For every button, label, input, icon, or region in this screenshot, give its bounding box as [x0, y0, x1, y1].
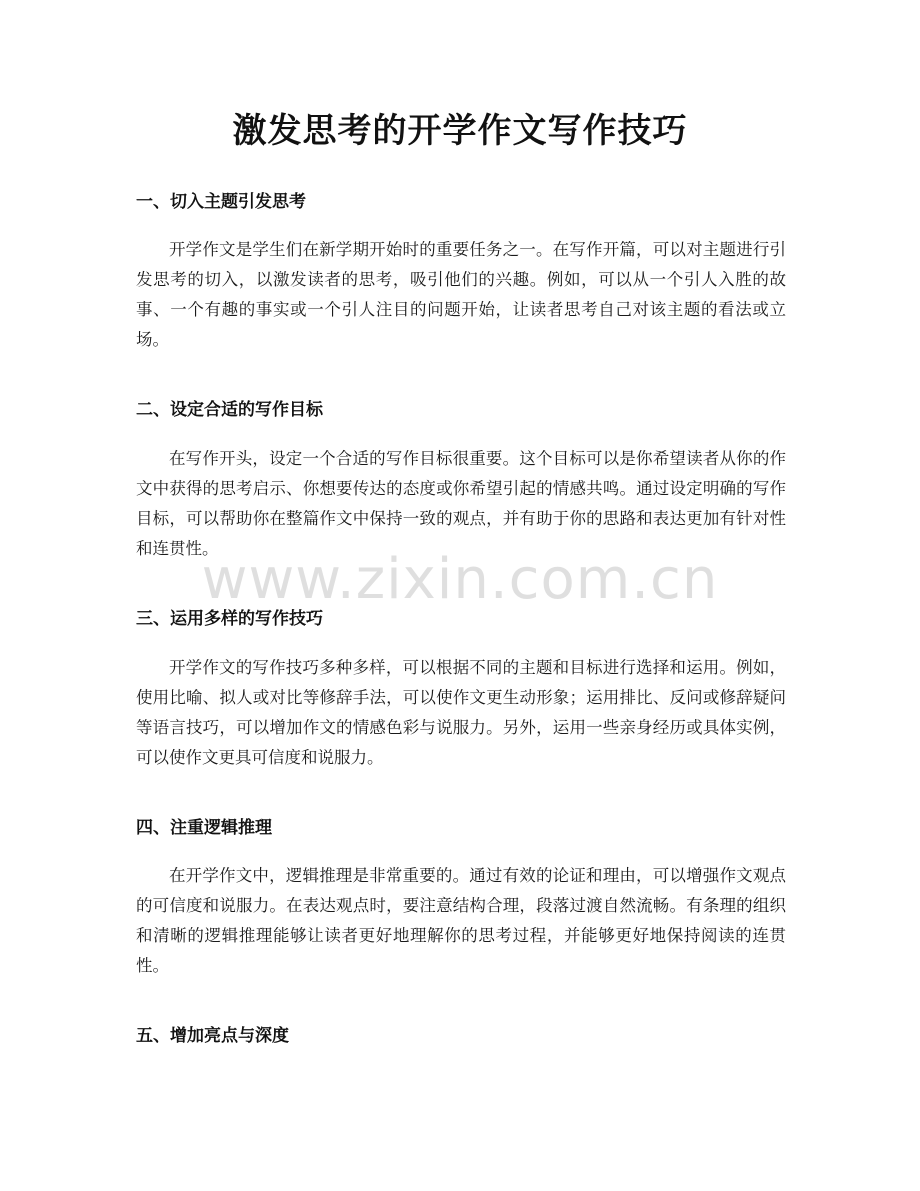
page-title: 激发思考的开学作文写作技巧: [232, 111, 688, 151]
section-heading-5: 五、增加亮点与深度: [136, 1026, 289, 1046]
section-paragraph-2: 在写作开头，设定一个合适的写作目标很重要。这个目标可以是你希望读者从你的作文中获得的思考启示、你想要传达的态度或你希望引起的情感共鸣。通过设定明确的写作目标，可以帮助你在整篇作文中保持一致的观点，并有助于你的思路和表达更加有针对性和连贯性。: [136, 449, 786, 558]
section-heading-4: 四、注重逻辑推理: [136, 818, 272, 838]
section-heading-3: 三、运用多样的写作技巧: [136, 609, 323, 629]
section-paragraph-3: 开学作文的写作技巧多种多样，可以根据不同的主题和目标进行选择和运用。例如，使用比喻、拟人或对比等修辞手法，可以使作文更生动形象；运用排比、反问或修辞疑问等语言技巧，可以增加作文的情感色彩与说服力。另外，运用一些亲身经历或具体实例，可以使作文更具可信度和说服力。: [136, 658, 786, 767]
section-paragraph-4: 在开学作文中，逻辑推理是非常重要的。通过有效的论证和理由，可以增强作文观点的可信度和说服力。在表达观点时，要注意结构合理，段落过渡自然流畅。有条理的组织和清晰的逻辑推理能够让读者更好地理解你的思考过程，并能够更好地保持阅读的连贯性。: [136, 866, 786, 975]
watermark: www.zixin.com.cn: [201, 547, 719, 612]
section-heading-1: 一、切入主题引发思考: [136, 192, 306, 212]
section-heading-2: 二、设定合适的写作目标: [136, 400, 323, 420]
section-paragraph-1: 开学作文是学生们在新学期开始时的重要任务之一。在写作开篇，可以对主题进行引发思考的切入，以激发读者的思考，吸引他们的兴趣。例如，可以从一个引人入胜的故事、一个有趣的事实或一个引人注目的问题开始，让读者思考自己对该主题的看法或立场。: [136, 240, 786, 349]
